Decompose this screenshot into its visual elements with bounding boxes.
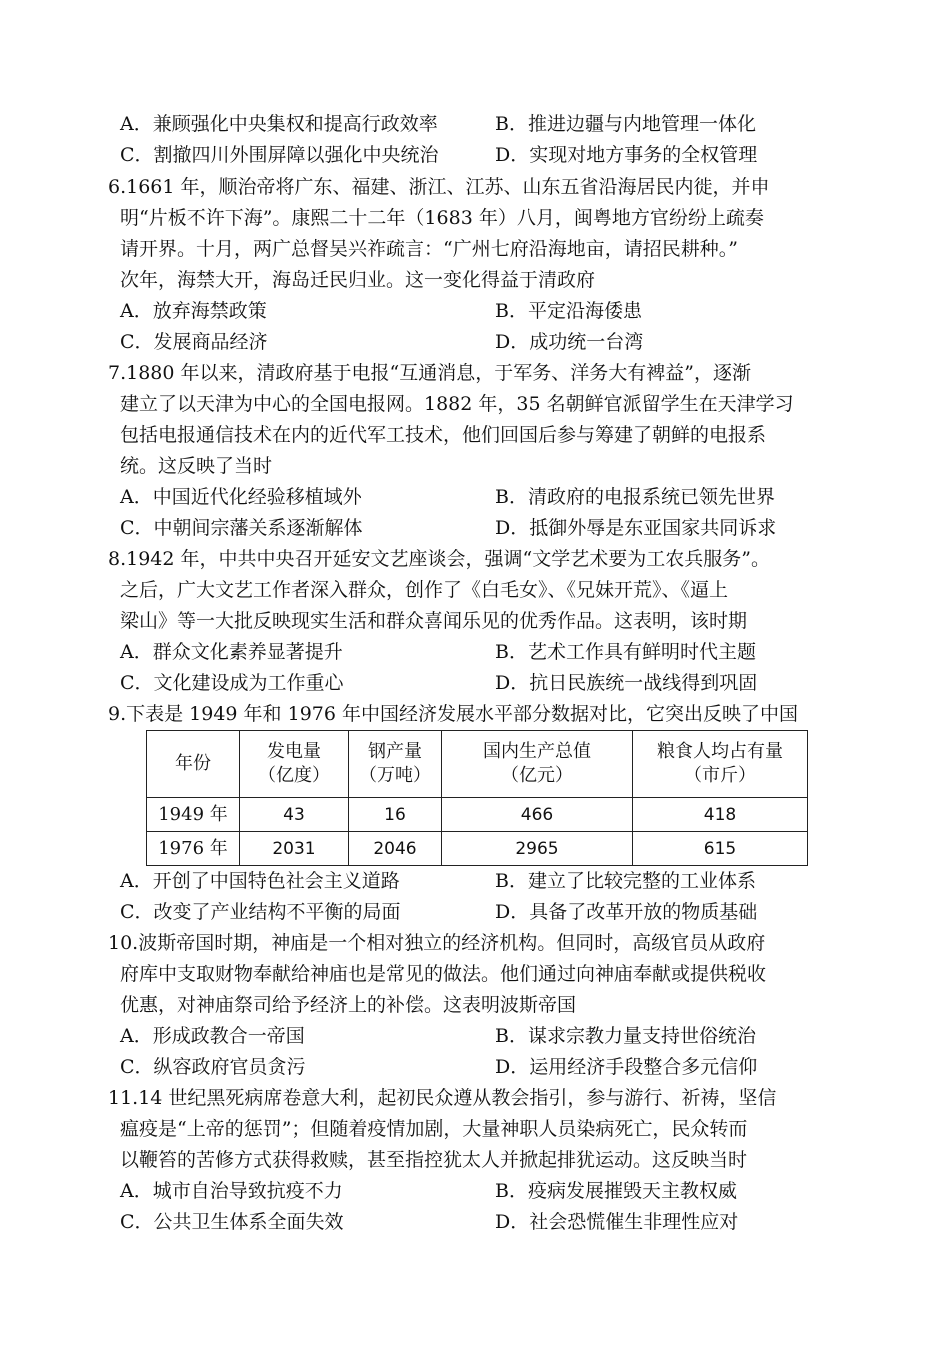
table-header-cell: 钢产量 （万吨） xyxy=(349,731,442,798)
q8-stem-line: 8.1942 年，中共中央召开延安文艺座谈会，强调“文学艺术要为工农兵服务”。 xyxy=(108,548,770,570)
q6-stem-line: 明“片板不许下海”。康熙二十二年（1683 年）八月，闽粤地方官纷纷上疏奏 xyxy=(120,207,764,229)
q5-option-b[interactable]: B．推进边疆与内地管理一体化 xyxy=(495,113,756,135)
q10-option-a[interactable]: A．形成政教合一帝国 xyxy=(120,1025,305,1047)
q6-option-b[interactable]: B．平定沿海倭患 xyxy=(495,300,642,322)
q8-option-c[interactable]: C．文化建设成为工作重心 xyxy=(120,672,344,694)
q9-option-a[interactable]: A．开创了中国特色社会主义道路 xyxy=(120,870,400,892)
q10-stem-line: 10.波斯帝国时期，神庙是一个相对独立的经济机构。但同时，高级官员从政府 xyxy=(108,932,766,954)
table-row xyxy=(147,798,808,832)
q8-option-b[interactable]: B．艺术工作具有鲜明时代主题 xyxy=(495,641,756,663)
economy-data-table xyxy=(146,730,808,866)
table-cell: 1949 年 xyxy=(147,798,240,832)
q5-option-d[interactable]: D．实现对地方事务的全权管理 xyxy=(495,144,758,166)
table-cell: 1976 年 xyxy=(147,832,240,866)
q7-stem-line: 建立了以天津为中心的全国电报网。1882 年，35 名朝鲜官派留学生在天津学习 xyxy=(120,393,794,415)
q6-option-a[interactable]: A．放弃海禁政策 xyxy=(120,300,267,322)
table-row xyxy=(147,832,808,866)
table-cell: 16 xyxy=(349,798,442,832)
q10-stem-line: 优惠，对神庙祭司给予经济上的补偿。这表明波斯帝国 xyxy=(120,994,577,1016)
table-header-cell: 粮食人均占有量 （市斤） xyxy=(633,731,808,798)
q7-stem-line: 统。这反映了当时 xyxy=(120,455,273,477)
q11-option-d[interactable]: D．社会恐慌催生非理性应对 xyxy=(495,1211,739,1233)
q6-option-d[interactable]: D．成功统一台湾 xyxy=(495,331,644,353)
q7-option-a[interactable]: A．中国近代化经验移植域外 xyxy=(120,486,362,508)
q9-stem-line: 9.下表是 1949 年和 1976 年中国经济发展水平部分数据对比，它突出反映了中国 xyxy=(108,703,798,725)
q8-option-a[interactable]: A．群众文化素养显著提升 xyxy=(120,641,343,663)
q10-stem-line: 府库中支取财物奉献给神庙也是常见的做法。他们通过向神庙奉献或提供税收 xyxy=(120,963,767,985)
table-cell: 2046 xyxy=(349,832,442,866)
q8-stem-line: 之后，广大文艺工作者深入群众，创作了《白毛女》、《兄妹开荒》、《逼上 xyxy=(120,579,729,601)
table-cell: 43 xyxy=(240,798,349,832)
q6-stem-line: 6.1661 年，顺治帝将广东、福建、浙江、江苏、山东五省沿海居民内徙，并申 xyxy=(108,176,770,198)
q10-option-b[interactable]: B．谋求宗教力量支持世俗统治 xyxy=(495,1025,756,1047)
table-header-row xyxy=(147,731,808,798)
q5-option-c[interactable]: C．割撤四川外围屏障以强化中央统治 xyxy=(120,144,439,166)
q7-option-c[interactable]: C．中朝间宗藩关系逐渐解体 xyxy=(120,517,363,539)
q5-option-a[interactable]: A．兼顾强化中央集权和提高行政效率 xyxy=(120,113,438,135)
table-header-cell: 年份 xyxy=(147,731,240,798)
table-cell: 615 xyxy=(633,832,808,866)
q6-option-c[interactable]: C．发展商品经济 xyxy=(120,331,268,353)
table-header-cell: 国内生产总值 （亿元） xyxy=(442,731,633,798)
table-header-cell: 发电量 （亿度） xyxy=(240,731,349,798)
q7-option-d[interactable]: D．抵御外辱是东亚国家共同诉求 xyxy=(495,517,777,539)
q10-option-d[interactable]: D．运用经济手段整合多元信仰 xyxy=(495,1056,758,1078)
table-cell: 2031 xyxy=(240,832,349,866)
q11-option-c[interactable]: C．公共卫生体系全面失效 xyxy=(120,1211,344,1233)
q9-option-c[interactable]: C．改变了产业结构不平衡的局面 xyxy=(120,901,401,923)
q7-option-b[interactable]: B．清政府的电报系统已领先世界 xyxy=(495,486,775,508)
q8-option-d[interactable]: D．抗日民族统一战线得到巩固 xyxy=(495,672,758,694)
table-cell: 418 xyxy=(633,798,808,832)
q11-option-a[interactable]: A．城市自治导致抗疫不力 xyxy=(120,1180,343,1202)
q6-stem-line: 次年，海禁大开，海岛迁民归业。这一变化得益于清政府 xyxy=(120,269,596,291)
q11-stem-line: 瘟疫是“上帝的惩罚”；但随着疫情加剧，大量神职人员染病死亡，民众转而 xyxy=(120,1118,748,1140)
q7-stem-line: 7.1880 年以来，清政府基于电报“互通消息，于军务、洋务大有裨益”，逐渐 xyxy=(108,362,751,384)
table-cell: 2965 xyxy=(442,832,633,866)
q7-stem-line: 包括电报通信技术在内的近代军工技术，他们回国后参与筹建了朝鲜的电报系 xyxy=(120,424,767,446)
q11-stem-line: 11.14 世纪黑死病席卷意大利，起初民众遵从教会指引，参与游行、祈祷，坚信 xyxy=(108,1087,777,1109)
q10-option-c[interactable]: C．纵容政府官员贪污 xyxy=(120,1056,306,1078)
table-cell: 466 xyxy=(442,798,633,832)
q11-option-b[interactable]: B．疫病发展摧毁天主教权威 xyxy=(495,1180,737,1202)
q8-stem-line: 梁山》等一大批反映现实生活和群众喜闻乐见的优秀作品。这表明，该时期 xyxy=(120,610,748,632)
q6-stem-line: 请开界。十月，两广总督吴兴祚疏言：“广州七府沿海地亩，请招民耕种。” xyxy=(120,238,738,260)
q9-option-b[interactable]: B．建立了比较完整的工业体系 xyxy=(495,870,756,892)
q11-stem-line: 以鞭笞的苦修方式获得救赎，甚至指控犹太人并掀起排犹运动。这反映当时 xyxy=(120,1149,748,1171)
q9-option-d[interactable]: D．具备了改革开放的物质基础 xyxy=(495,901,758,923)
